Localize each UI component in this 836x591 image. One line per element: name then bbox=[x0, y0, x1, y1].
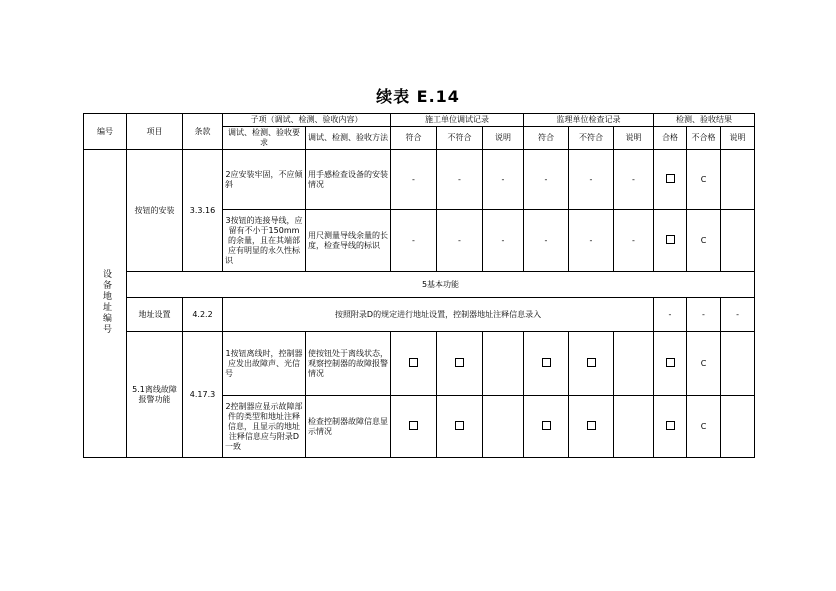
checkbox-icon[interactable] bbox=[409, 358, 418, 367]
cell-construction-no[interactable] bbox=[437, 396, 483, 458]
cell-item: 地址设置 bbox=[127, 298, 183, 332]
cell-construction-note[interactable]: - bbox=[483, 210, 524, 272]
header-item: 项目 bbox=[127, 114, 183, 150]
cell-requirement: 1按钮离线时，控制器应发出故障声、光信号 bbox=[223, 332, 306, 396]
inspection-table bbox=[83, 113, 755, 458]
table-row bbox=[84, 298, 755, 332]
header-supervision-no: 不符合 bbox=[569, 127, 614, 150]
cell-result-note[interactable] bbox=[721, 332, 755, 396]
cell-supervision-no[interactable] bbox=[569, 396, 614, 458]
cell-supervision-note[interactable] bbox=[614, 332, 654, 396]
checkbox-icon[interactable] bbox=[666, 174, 675, 183]
cell-clause: 4.2.2 bbox=[183, 298, 223, 332]
cell-method: 用手感检查设备的安装情况 bbox=[306, 150, 391, 210]
cell-result-ok[interactable] bbox=[654, 150, 687, 210]
cell-result-note[interactable] bbox=[721, 150, 755, 210]
cell-construction-ok[interactable] bbox=[391, 332, 437, 396]
header-construction-ok: 符合 bbox=[391, 127, 437, 150]
checkbox-icon[interactable] bbox=[455, 421, 464, 430]
cell-supervision-note[interactable] bbox=[614, 396, 654, 458]
cell-item: 按钮的安装 bbox=[127, 150, 183, 272]
header-result-group: 检测、验收结果 bbox=[654, 114, 755, 127]
checkbox-icon[interactable] bbox=[666, 358, 675, 367]
cell-supervision-ok[interactable]: - bbox=[524, 210, 569, 272]
cell-result-note[interactable] bbox=[721, 210, 755, 272]
cell-construction-note[interactable]: - bbox=[483, 150, 524, 210]
cell-result-ok[interactable] bbox=[654, 210, 687, 272]
section-title: 5基本功能 bbox=[127, 272, 755, 298]
cell-supervision-note[interactable]: - bbox=[614, 150, 654, 210]
cell-construction-no[interactable]: - bbox=[437, 150, 483, 210]
cell-result-no[interactable]: C bbox=[687, 210, 721, 272]
cell-result-ok[interactable] bbox=[654, 396, 687, 458]
checkbox-icon[interactable] bbox=[409, 421, 418, 430]
cell-supervision-ok[interactable]: - bbox=[524, 150, 569, 210]
cell-supervision-ok[interactable] bbox=[524, 396, 569, 458]
cell-result-no[interactable]: C bbox=[687, 396, 721, 458]
cell-supervision-no[interactable]: - bbox=[569, 150, 614, 210]
checkbox-icon[interactable] bbox=[542, 358, 551, 367]
checkbox-icon[interactable] bbox=[455, 358, 464, 367]
header-supervision-note: 说明 bbox=[614, 127, 654, 150]
cell-result-ok[interactable]: - bbox=[654, 298, 687, 332]
checkbox-icon[interactable] bbox=[587, 358, 596, 367]
header-clause: 条款 bbox=[183, 114, 223, 150]
header-supervision-group: 监理单位检查记录 bbox=[524, 114, 654, 127]
cell-supervision-no[interactable]: - bbox=[569, 210, 614, 272]
cell-construction-ok[interactable]: - bbox=[391, 210, 437, 272]
cell-clause: 3.3.16 bbox=[183, 150, 223, 272]
header-sub-method: 调试、检测、验收方法 bbox=[306, 127, 391, 150]
cell-construction-ok[interactable] bbox=[391, 396, 437, 458]
header-construction-no: 不符合 bbox=[437, 127, 483, 150]
cell-clause: 4.17.3 bbox=[183, 332, 223, 458]
header-supervision-ok: 符合 bbox=[524, 127, 569, 150]
header-construction-group: 施工单位调试记录 bbox=[391, 114, 524, 127]
cell-construction-no[interactable] bbox=[437, 332, 483, 396]
cell-result-ok[interactable] bbox=[654, 332, 687, 396]
cell-supervision-no[interactable] bbox=[569, 332, 614, 396]
header-result-ok: 合格 bbox=[654, 127, 687, 150]
header-result-note: 说明 bbox=[721, 127, 755, 150]
cell-result-no[interactable]: - bbox=[687, 298, 721, 332]
header-sub-requirement: 调试、检测、验收要求 bbox=[223, 127, 306, 150]
cell-construction-note[interactable] bbox=[483, 332, 524, 396]
cell-requirement: 2控制器应显示故障部件的类型和地址注释信息，且显示的地址注释信息应与附录D一致 bbox=[223, 396, 306, 458]
row-group-label-text: 设备地址编号 bbox=[100, 269, 111, 335]
table-header-row-1 bbox=[84, 114, 755, 127]
cell-result-no[interactable]: C bbox=[687, 332, 721, 396]
cell-result-no[interactable]: C bbox=[687, 150, 721, 210]
checkbox-icon[interactable] bbox=[587, 421, 596, 430]
header-subitem-group: 子项（调试、检测、验收内容） bbox=[223, 114, 391, 127]
section-title-row bbox=[84, 272, 755, 298]
header-result-no: 不合格 bbox=[687, 127, 721, 150]
cell-construction-no[interactable]: - bbox=[437, 210, 483, 272]
cell-item: 5.1离线故障报警功能 bbox=[127, 332, 183, 458]
cell-requirement: 3按钮的连接导线，应留有不小于150mm的余量，且在其端部应有明显的永久性标识 bbox=[223, 210, 306, 272]
cell-result-note[interactable] bbox=[721, 396, 755, 458]
cell-address-content: 按照附录D的规定进行地址设置，控制器地址注释信息录入 bbox=[223, 298, 654, 332]
header-id: 编号 bbox=[84, 114, 127, 150]
cell-result-note[interactable]: - bbox=[721, 298, 755, 332]
cell-method: 用尺测量导线余量的长度，检查导线的标识 bbox=[306, 210, 391, 272]
cell-construction-ok[interactable]: - bbox=[391, 150, 437, 210]
checkbox-icon[interactable] bbox=[666, 421, 675, 430]
checkbox-icon[interactable] bbox=[542, 421, 551, 430]
table-row bbox=[84, 332, 755, 396]
cell-supervision-note[interactable]: - bbox=[614, 210, 654, 272]
cell-method: 检查控制器故障信息显示情况 bbox=[306, 396, 391, 458]
row-group-label bbox=[84, 150, 127, 458]
checkbox-icon[interactable] bbox=[666, 235, 675, 244]
table-row bbox=[84, 150, 755, 210]
page-title: 续表 E.14 bbox=[376, 87, 460, 106]
cell-supervision-ok[interactable] bbox=[524, 332, 569, 396]
header-construction-note: 说明 bbox=[483, 127, 524, 150]
cell-construction-note[interactable] bbox=[483, 396, 524, 458]
cell-method: 使按钮处于离线状态，观察控制器的故障报警情况 bbox=[306, 332, 391, 396]
cell-requirement: 2应安装牢固，不应倾斜 bbox=[223, 150, 306, 210]
